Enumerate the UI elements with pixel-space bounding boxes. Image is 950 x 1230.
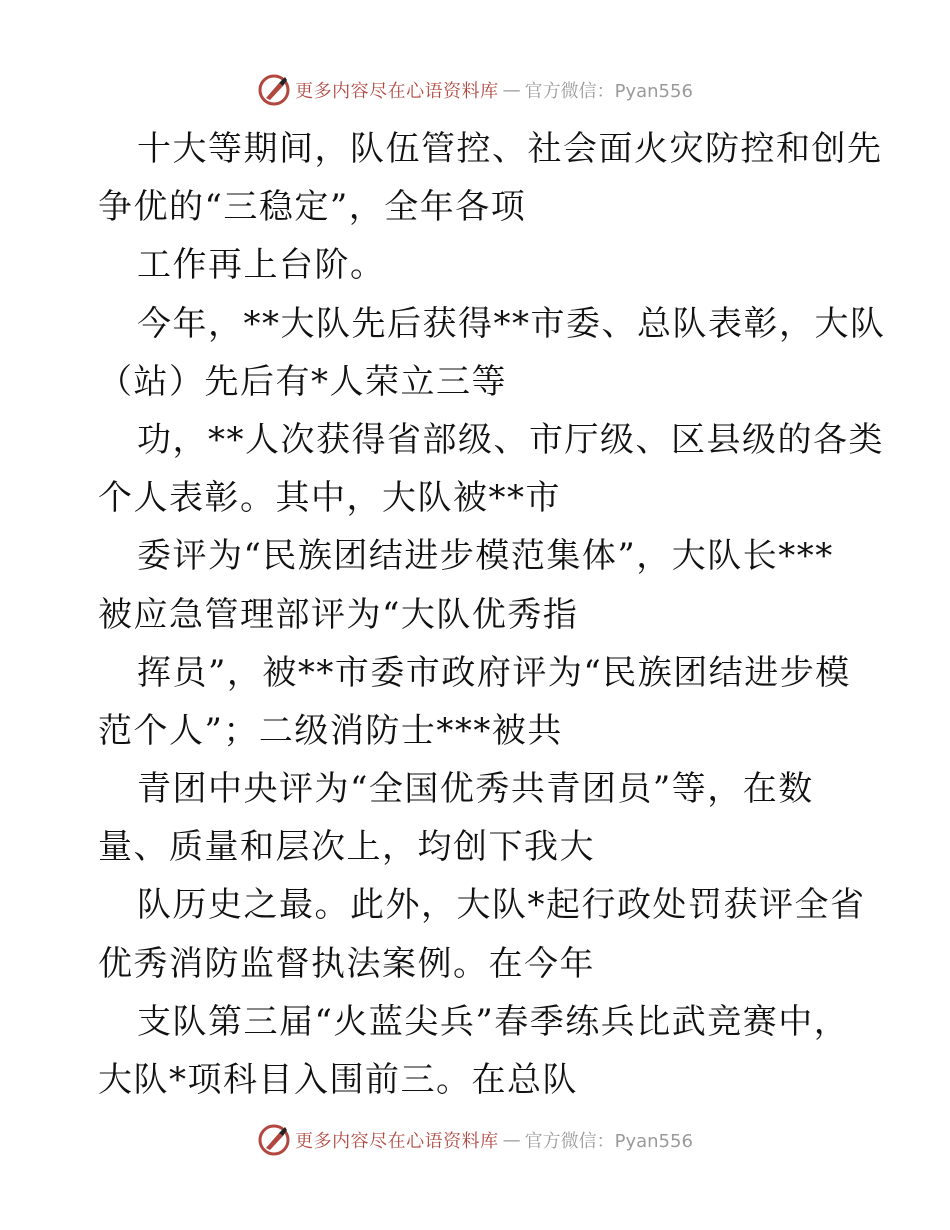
watermark-banner xyxy=(257,73,693,107)
body-text-line: 个人表彰。其中，大队被**市 xyxy=(98,478,561,519)
watermark-banner xyxy=(257,1123,693,1157)
watermark-main-text: 更多内容尽在心语资料库 xyxy=(295,81,499,102)
body-text-line: 优秀消防监督执法案例。在今年 xyxy=(98,943,595,984)
body-text-line: 支队第三届“火蓝尖兵”春季练兵比武竞赛中， xyxy=(137,1001,850,1042)
watermark-wechat-text: 官方微信：Pyan556 xyxy=(524,81,693,102)
document-body xyxy=(98,124,886,1113)
body-text-line: 量、质量和层次上，均创下我大 xyxy=(98,827,595,868)
header-watermark xyxy=(0,70,950,110)
body-text-line: 争优的“三稳定”，全年各项 xyxy=(98,187,527,228)
body-text-line: 委评为“民族团结进步模范集体”，大队长*** xyxy=(137,536,834,577)
quill-pen-logo-icon xyxy=(257,1123,291,1157)
body-text-line: 范个人”；二级消防士***被共 xyxy=(98,710,563,751)
body-text-line: 十大等期间，队伍管控、社会面火灾防控和创先 xyxy=(137,129,883,169)
watermark-wechat-text: 官方微信：Pyan556 xyxy=(524,1131,693,1152)
body-text-line: 功，**人次获得省部级、市厅级、区县级的各类 xyxy=(137,419,884,460)
watermark-separator: — xyxy=(502,1129,521,1151)
quill-pen-logo-icon xyxy=(257,73,291,107)
body-text-line: 挥员”，被**市委市政府评为“民族团结进步模 xyxy=(137,652,851,693)
body-text-line: 今年，**大队先后获得**市委、总队表彰，大队 xyxy=(137,303,886,344)
body-text-line: 大队*项科目入围前三。在总队 xyxy=(98,1060,578,1100)
body-text-line: （站）先后有*人荣立三等 xyxy=(98,361,507,402)
body-text-line: 被应急管理部评为“大队优秀指 xyxy=(98,594,579,635)
watermark-main-text: 更多内容尽在心语资料库 xyxy=(295,1131,499,1152)
body-text-line: 工作再上台阶。 xyxy=(137,245,386,286)
footer-watermark xyxy=(0,1120,950,1160)
body-text-line: 青团中央评为“全国优秀共青团员”等，在数 xyxy=(137,769,814,810)
watermark-separator: — xyxy=(502,79,521,101)
body-text-line: 队历史之最。此外，大队*起行政处罚获评全省 xyxy=(137,885,866,926)
